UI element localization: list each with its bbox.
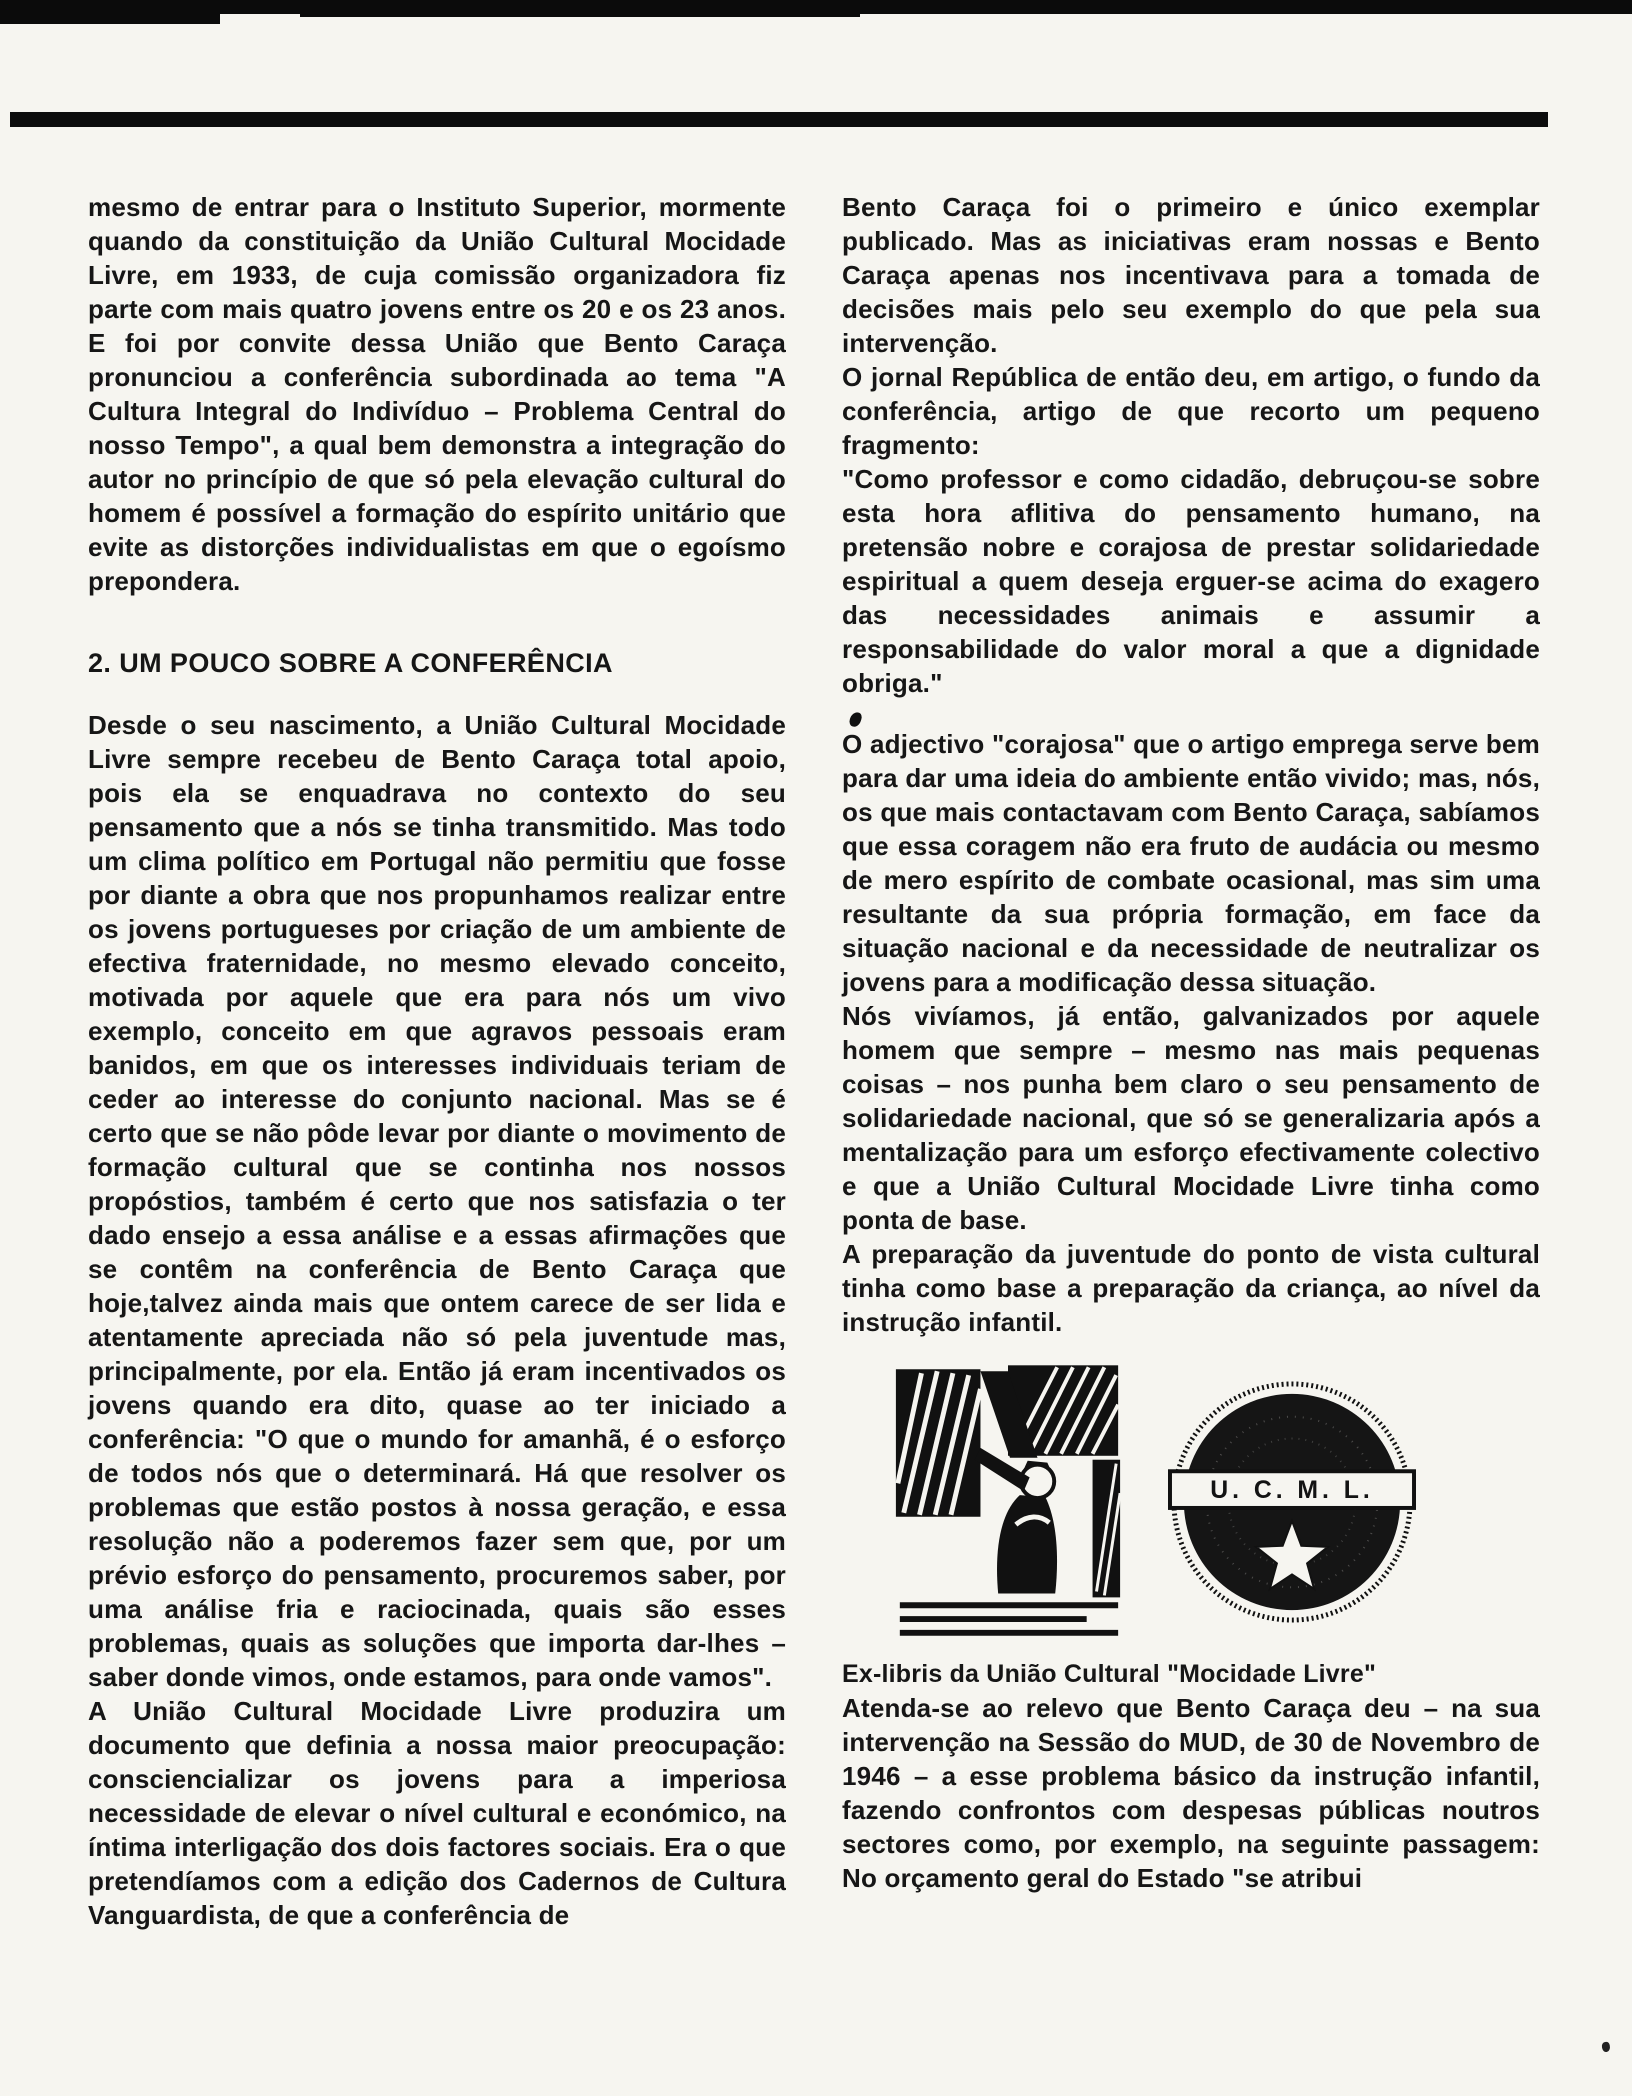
- figure-caption: Ex-libris da União Cultural "Mocidade Livre": [842, 1660, 1376, 1688]
- ex-libris-illustration: [890, 1365, 1126, 1639]
- ucml-seal: [1168, 1378, 1416, 1626]
- header-rule: [10, 112, 1548, 127]
- paragraph: Nós vivíamos, já então, galvanizados por aquele homem que sempre – mesmo nas mais pequenas coisas – nos punha bem claro o seu pensamento de solidariedade nacional, que só se generalizaria após a mentalização para um esforço efectivamente colectivo e que a União Cultural Mocidade Livre tinha como ponta de base.: [842, 1001, 1540, 1235]
- paragraph: A preparação da juventude do ponto de vista cultural tinha como base a preparação da criança, ao nível da instrução infantil.: [842, 1239, 1540, 1337]
- scan-speck-artifact: [1601, 2041, 1611, 2052]
- paragraph: Desde o seu nascimento, a União Cultural Mocidade Livre sempre recebeu de Bento Caraça total apoio, pois ela se enquadrava no contexto do seu pensamento que a nós se tinha transmitido. Mas todo um clima político em Portugal não permitiu que fosse por diante a obra que nos propunhamos realizar entre os jovens portugueses por criação de um ambiente de efectiva fraternidade, no mesmo elevado conceito, motivada por aquele que era para nós um vivo exemplo, conceito em que agravos pessoais eram banidos, em que os interesses individuais teriam de ceder ao interesse do conjunto nacional. Mas se é certo que se não pôde levar por diante o movimento de formação cultural que se continha nos nossos propóstios, também é certo que nos satisfazia o ter dado ensejo a essa análise e a essas afirmações que se contêm na conferência de Bento Caraça que hoje,talvez ainda mais que ontem carece de ser lida e atentamente apreciada não só pela juventude mas, principalmente, por ela. Então já eram incentivados os jovens quando era dito, quase ao ter iniciado a conferência: "O que o mundo for amanhã, é o esforço de todos nós que o determinará. Há que resolver os problemas que estão postos à nossa geração, e essa resolução não a poderemos fazer sem que, por um prévio esforço do pensamento, procuremos saber, por uma análise fria e raciocinada, quais são esses problemas, quais as soluções que importa dar-lhes – saber donde vimos, onde estamos, para onde vamos".: [88, 710, 786, 1692]
- right-column: [842, 190, 1540, 1932]
- paragraph: mesmo de entrar para o Instituto Superior, mormente quando da constituição da União Cultural Mocidade Livre, em 1933, de cuja comissão organizadora fiz parte com mais quatro jovens entre os 20 e os 23 anos. E foi por convite dessa União que Bento Caraça pronunciou a conferência subordinada ao tema "A Cultura Integral do Indivíduo – Problema Central do nosso Tempo", a qual bem demonstra a integração do autor no princípio de que só pela elevação cultural do homem é possível a formação do espírito unitário que evite as distorções individualistas em que o egoísmo prepondera.: [88, 192, 786, 596]
- figure-exlibris-and-seal: [890, 1365, 1540, 1639]
- section-heading: 2. UM POUCO SOBRE A CONFERÊNCIA: [88, 648, 613, 678]
- quote-paragraph: "Como professor e como cidadão, debruçou-se sobre esta hora aflitiva do pensamento humano, na pretensão nobre e corajosa de prestar solidariedade espiritual a quem deseja erguer-se acima do exagero das necessidades animais e assumir a responsabilidade do valor moral a que a dignidade obriga.": [842, 464, 1540, 698]
- paragraph: Atenda-se ao relevo que Bento Caraça deu – na sua intervenção na Sessão do MUD, de 30 de Novembro de 1946 – a esse problema básico da instrução infantil, fazendo confrontos com despesas públicas noutros sectores como, por exemplo, na seguinte passagem: No orçamento geral do Estado "se atribui: [842, 1693, 1540, 1893]
- left-column: [88, 190, 786, 1932]
- two-column-body: [88, 190, 1540, 1932]
- paragraph: A União Cultural Mocidade Livre produzira um documento que definia a nossa maior preocupação: consciencializar os jovens para a imperiosa necessidade de elevar o nível cultural e económico, na íntima interligação dos dois factores sociais. Era o que pretendíamos com a edição dos Cadernos de Cultura Vanguardista, de que a conferência de: [88, 1696, 786, 1930]
- scan-top-edge: [0, 0, 1632, 14]
- paragraph: Bento Caraça foi o primeiro e único exemplar publicado. Mas as iniciativas eram nossas e Bento Caraça apenas nos incentivava para a tomada de decisões mais pelo seu exemplo do que pela sua intervenção.: [842, 192, 1540, 358]
- seal-band-label: U. C. M. L.: [1210, 1477, 1374, 1505]
- ink-blot-artifact: [848, 711, 863, 729]
- paragraph: O adjectivo "corajosa" que o artigo emprega serve bem para dar uma ideia do ambiente então vivido; mas, nós, os que mais contactavam com Bento Caraça, sabíamos que essa coragem não era fruto de audácia ou mesmo de mero espírito de combate ocasional, mas sim uma resultante da sua própria formação, em face da situação nacional e da necessidade de neutralizar os jovens para a modificação dessa situação.: [842, 729, 1540, 997]
- paragraph: O jornal República de então deu, em artigo, o fundo da conferência, artigo de que recorto um pequeno fragmento:: [842, 362, 1540, 460]
